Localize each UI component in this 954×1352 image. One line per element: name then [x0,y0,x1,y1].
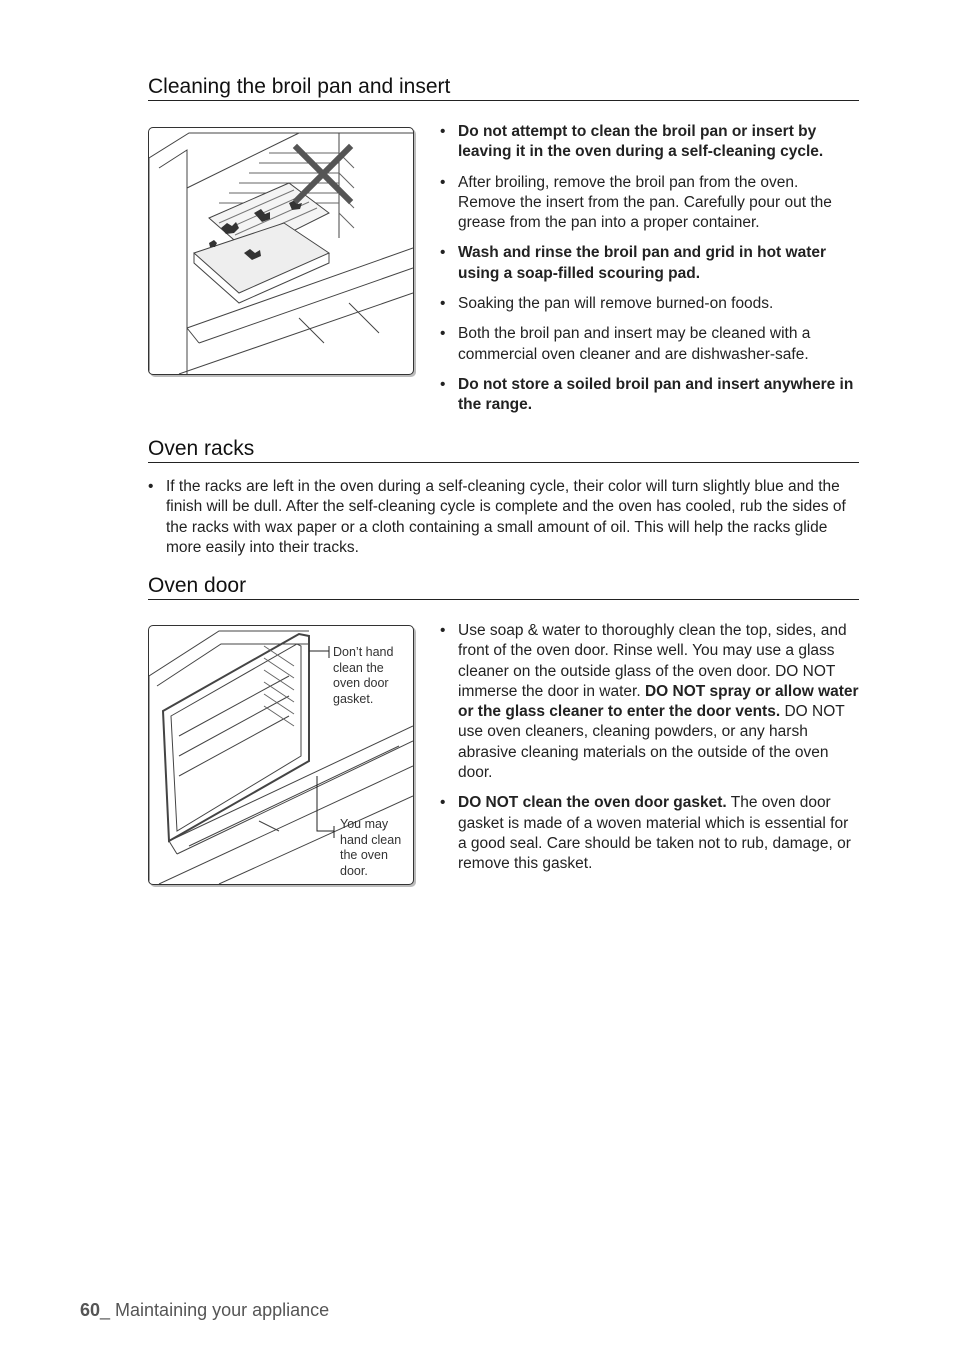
door-bullet-1 [438,621,860,783]
section-title-broil: Cleaning the broil pan and insert [148,74,859,101]
page-number: 60 [80,1300,101,1320]
door-bullet-list [438,621,860,885]
broil-bullet-4 [438,294,860,314]
bullet-bold-text: Do not attempt to clean the broil pan or insert by leaving it in the oven during a self-cleaning cycle. [458,123,824,161]
broil-bullet-list [438,122,860,426]
bullet-bold-text: DO NOT spray or allow water or the glass cleaner to enter the door vents. [458,682,859,721]
bullet-bold-text: Wash and rinse the broil pan and grid in hot water using a soap-filled scouring pad. [458,244,827,282]
bullet-bold-text: DO NOT clean the oven door gasket. [458,794,727,812]
broil-bullet-2 [438,173,860,234]
broil-bullet-6 [438,375,860,416]
bullet-text: If the racks are left in the oven during a self-cleaning cycle, their color will turn slightly blue and the finish will be dull. After the self-cleaning cycle is complete and the oven has cooled, rub the sides of the racks with wax paper or a cloth containing a small amount of oil. This will help the racks glide more easily into their tracks. [166,478,846,556]
oven-door-illustration [148,625,414,885]
oven-broil-pan-drawing [149,128,413,374]
bullet-text: DO NOT use oven cleaners, cleaning powders, or any harsh abrasive cleaning materials on the outside of the oven door. [458,703,845,782]
section-title-racks: Oven racks [148,436,859,463]
broil-bullet-5 [438,324,860,365]
page-footer [80,1300,329,1321]
racks-bullet-1 [146,477,860,558]
bullet-text: The oven door gasket is made of a woven material which is essential for a good seal. Care should be taken not to rub, damage, or remove this gasket. [458,794,851,873]
door-bullet-2 [438,793,860,874]
bullet-text: After broiling, remove the broil pan from the oven. Remove the insert from the pan. Carefully pour out the grease from the pan into a proper container. [458,173,832,232]
callout-gasket: Don’t hand clean the oven door gasket. [333,645,394,706]
bullet-text: Soaking the pan will remove burned-on foods. [458,295,774,313]
callout-door: You may hand clean the oven door. [340,817,402,878]
section-title-door: Oven door [148,573,859,600]
racks-bullet-list [146,477,860,568]
broil-bullet-3 [438,243,860,284]
bullet-text: Use soap & water to thoroughly clean the top, sides, and front of the oven door. Rinse well. You may use a glass cleaner on the outside glass of the oven door. DO NOT immerse the door in water. [458,622,847,700]
broil-pan-illustration [148,127,414,375]
bullet-text: Both the broil pan and insert may be cleaned with a commercial oven cleaner and are dishwasher-safe. [458,325,811,363]
bullet-bold-text: Do not store a soiled broil pan and insert anywhere in the range. [458,375,854,414]
footer-label: _ Maintaining your appliance [100,1300,330,1320]
broil-bullet-1 [438,122,860,163]
